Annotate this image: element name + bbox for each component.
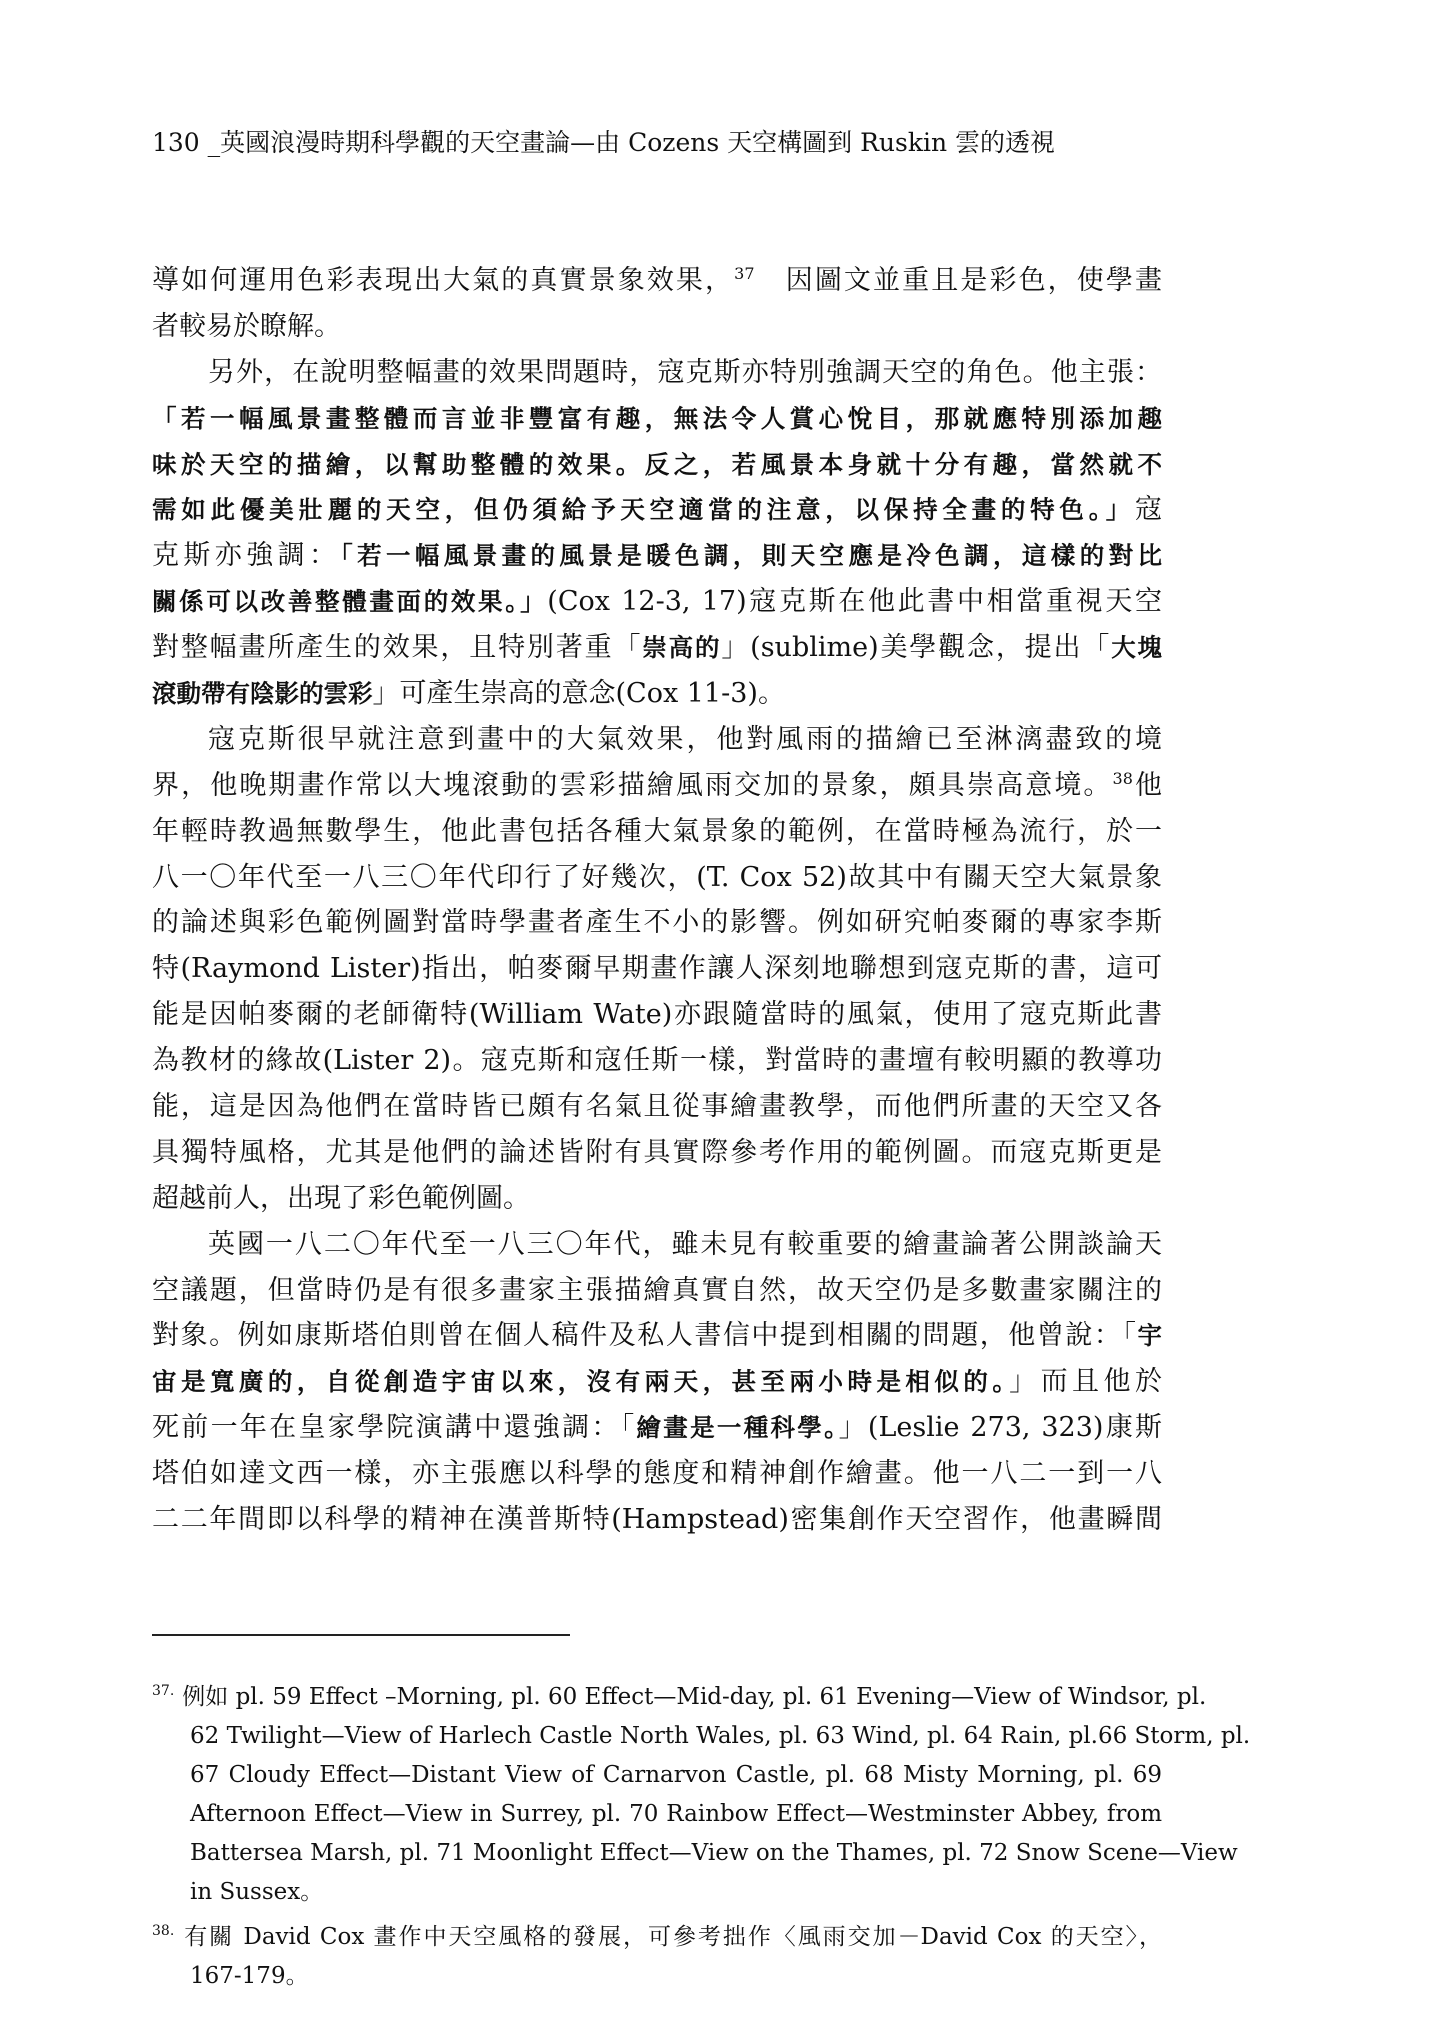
text-line: 塔伯如達文西一樣，亦主張應以科學的態度和精神創作繪畫。他一八二一到一八 [152,1458,1162,1490]
text-segment: 界，他晚期畫作常以大塊滾動的雲彩描繪風雨交加的景象，頗具崇高意境。 [152,769,1113,801]
text-line [152,258,1162,304]
quote-segment: 宇 [1137,1321,1162,1351]
quote-segment: 宙是寬廣的，自從創造宇宙以來，沒有兩天，甚至兩小時是相似的。 [152,1367,1010,1397]
text-segment: 」而且他於 [1009,1366,1163,1398]
footnote-ref-38[interactable]: 38 [1112,768,1133,788]
paragraph-start: 寇克斯很早就注意到畫中的大氣效果，他對風雨的描繪已至淋漓盡致的境 [208,723,1162,755]
running-head: 130 _英國浪漫時期科學觀的天空畫論—由 Cozens 天空構圖到 Ruskin 雲的透視 [152,128,1056,157]
text-line [152,1359,1162,1405]
text-line: 八一〇年代至一八三〇年代印行了好幾次，(T. Cox 52)故其中有關天空大氣景象 [152,861,1162,893]
text-segment: 寇 [1135,494,1162,526]
quote-segment: 繪畫是一種科學。 [636,1413,839,1443]
quote-segment: 崇高的 [642,633,722,663]
text-line [152,625,1162,671]
footnote-divider [152,1634,570,1636]
text-line [152,579,1162,625]
text-line: 特(Raymond Lister)指出，帕麥爾早期畫作讓人深刻地聯想到寇克斯的書，這可 [152,953,1162,985]
text-segment: 對整幅畫所產生的效果，且特別著重「 [152,632,643,664]
text-line: 能是因帕麥爾的老師衛特(William Wate)亦跟隨當時的風氣，使用了寇克斯此書 [152,999,1162,1031]
quote-segment: 大塊 [1111,633,1163,663]
text-segment: 對象。例如康斯塔伯則曾在個人稿件及私人書信中提到相關的問題，他曾說：「 [152,1320,1138,1352]
text-segment: 克斯亦強調： [152,540,341,572]
text-line [152,671,1162,717]
footnote-ref-37[interactable]: 37 [734,264,755,283]
text-line [152,533,1162,579]
footnote-38 [152,1918,1162,1957]
footnote-line: in Sussex。 [190,1879,324,1905]
quote-line: 味於天空的描繪，以幫助整體的效果。反之，若風景本身就十分有趣，當然就不 [152,449,1162,479]
text-line: 超越前人，出現了彩色範例圖。 [152,1182,530,1214]
text-line: 為教材的緣故(Lister 2)。寇克斯和寇任斯一樣，對當時的畫壇有較明顯的教導功 [152,1045,1162,1077]
footnote-line: Afternoon Effect—View in Surrey, pl. 70 Rainbow Effect—Westminster Abbey, from [190,1801,1162,1827]
text-segment: 死前一年在皇家學院演講中還強調：「 [152,1412,637,1444]
text-line [152,1313,1162,1359]
footnote-text: 有關 David Cox 畫作中天空風格的發展，可參考拙作〈風雨交加－David Cox 的天空〉， [182,1924,1162,1950]
text-line: 能，這是因為他們在當時皆已頗有名氣且從事繪畫教學，而他們所畫的天空又各 [152,1091,1162,1123]
text-line: 空議題，但當時仍是有很多畫家主張描繪真實自然，故天空仍是多數畫家關注的 [152,1274,1162,1306]
quote-segment: 滾動帶有陰影的雲彩 [152,679,373,709]
paragraph-start: 英國一八二〇年代至一八三〇年代，雖未見有較重要的繪畫論著公開談論天 [208,1228,1162,1260]
quote-line: 「若一幅風景畫整體而言並非豐富有趣，無法令人賞心悅目，那就應特別添加趣 [152,403,1162,433]
footnotes [152,1678,1251,1996]
footnote-line: Battersea Marsh, pl. 71 Moonlight Effect—View on the Thames, pl. 72 Snow Scene—View [190,1840,1238,1866]
text-line [152,1405,1162,1451]
text-segment: 」(sublime)美學觀念，提出「 [721,632,1112,664]
text-line: 的論述與彩色範例圖對當時學畫者產生不小的影響。例如研究帕麥爾的專家李斯 [152,907,1162,939]
text-line: 二二年間即以科學的精神在漢普斯特(Hampstead)密集創作天空習作，他畫瞬間 [152,1504,1162,1536]
footnote-text: 例如 pl. 59 Effect –Morning, pl. 60 Effect—Mid-day, pl. 61 Evening—View of Windsor, pl. [182,1684,1207,1710]
quote-segment: 「若一幅風景畫的風景是暖色調，則天空應是冷色調，這樣的對比 [340,541,1163,571]
footnote-line: 62 Twilight—View of Harlech Castle North Wales, pl. 63 Wind, pl. 64 Rain, pl.66 Storm, pl. [190,1723,1251,1749]
quote-segment: 需如此優美壯麗的天空，但仍須給予天空適當的注意，以保持全畫的特色。」 [152,495,1135,525]
text-segment: 因圖文並重且是彩色，使學畫 [754,265,1162,296]
text-line: 具獨特風格，尤其是他們的論述皆附有具實際參考作用的範例圖。而寇克斯更是 [152,1136,1162,1168]
text-line [152,763,1162,809]
text-line: 年輕時教過無數學生，他此書包括各種大氣景象的範例，在當時極為流行，於一 [152,815,1162,847]
text-segment: 」(Leslie 273, 323)康斯 [838,1412,1162,1444]
quote-segment: 關係可以改善整體畫面的效果。」 [152,587,548,617]
footnote-line: 67 Cloudy Effect—Distant View of Carnarvon Castle, pl. 68 Misty Morning, pl. 69 [190,1762,1162,1788]
footnote-marker: 38. [152,1923,175,1939]
text-segment: 」可產生崇高的意念(Cox 11-3)。 [372,678,785,710]
paragraph-start: 另外，在說明整幅畫的效果問題時，寇克斯亦特別強調天空的角色。他主張： [208,356,1162,388]
text-segment: 導如何運用色彩表現出大氣的真實景象效果， [152,265,735,296]
footnote-marker: 37. [152,1683,175,1699]
text-segment: (Cox 12-3, 17)寇克斯在他此書中相當重視天空 [547,586,1162,618]
text-segment: 他 [1132,769,1163,801]
text-line: 者較易於瞭解。 [152,310,341,342]
footnote-line: 167-179。 [190,1963,309,1989]
text-line [152,487,1162,533]
footnote-37 [152,1678,1207,1717]
body-text [152,258,1162,1543]
